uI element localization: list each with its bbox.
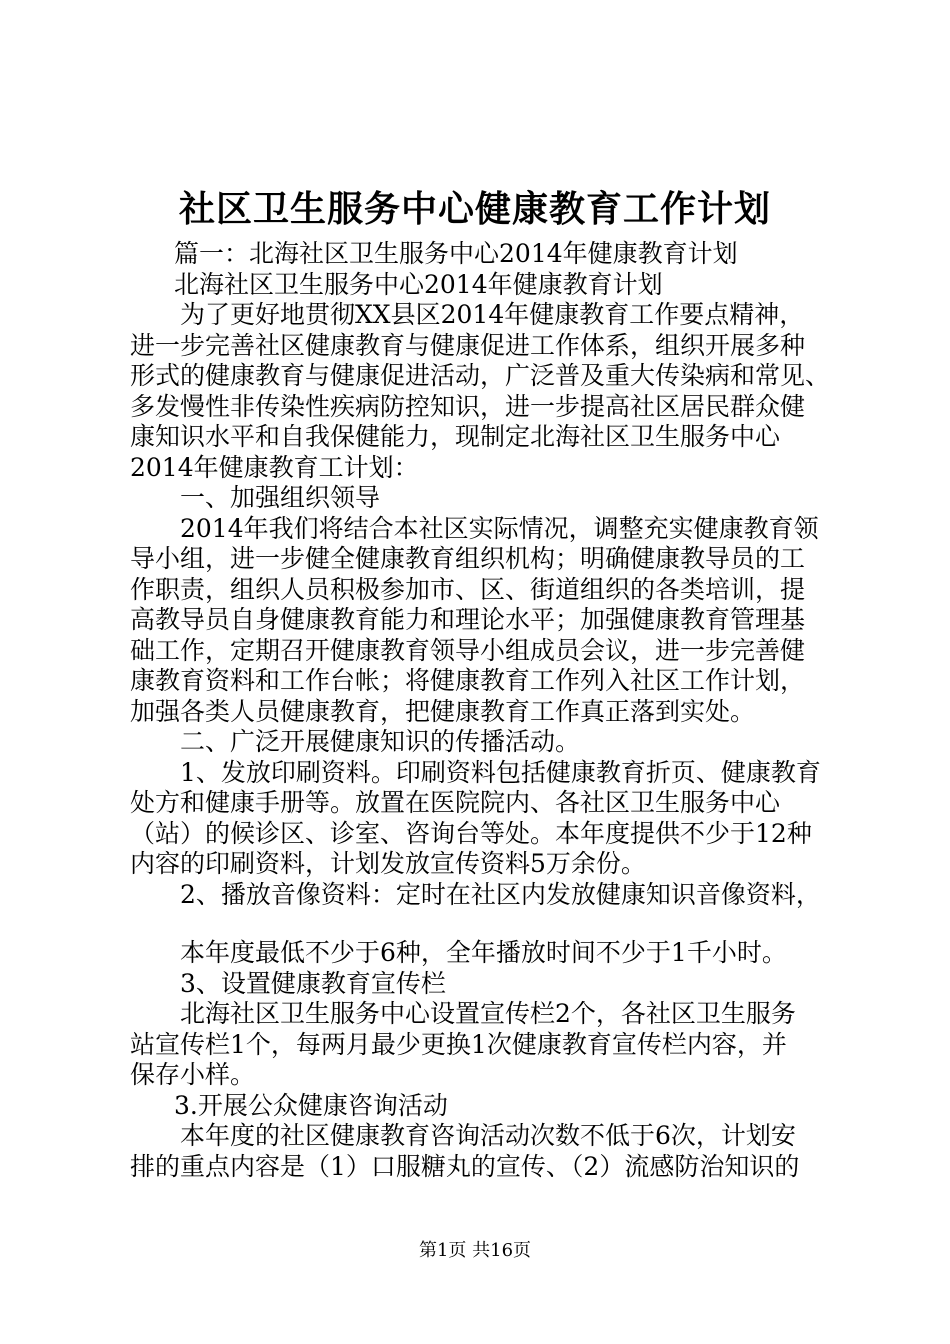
body-line-21: 内容的印刷资料，计划发放宣传资料5万余份。 — [130, 849, 646, 878]
body-line-20: （站）的候诊区、诊室、咨询台等处。本年度提供不少于12种 — [130, 819, 812, 848]
body-line-15: 康教育资料和工作台帐；将健康教育工作列入社区工作计划， — [130, 666, 806, 695]
sub-heading-4: 3.开展公众健康咨询活动 — [174, 1091, 448, 1120]
body-line-3: 为了更好地贯彻XX县区2014年健康教育工作要点精神， — [180, 300, 805, 329]
body-line-8: 2014年健康教育工计划： — [130, 453, 419, 482]
body-line-30: 排的重点内容是（1）口服糖丸的宣传、（2）流感防治知识的 — [130, 1152, 800, 1181]
body-line-25: 北海社区卫生服务中心设置宣传栏2个，各社区卫生服务 — [180, 999, 796, 1028]
section-heading-1: 一、加强组织领导 — [180, 483, 381, 512]
body-line-4: 进一步完善社区健康教育与健康促进工作体系，组织开展多种 — [130, 331, 806, 360]
body-line-13: 高教导员自身健康教育能力和理论水平；加强健康教育管理基 — [130, 605, 806, 634]
section-heading-2: 二、广泛开展健康知识的传播活动。 — [180, 727, 581, 756]
body-line-7: 康知识水平和自我保健能力，现制定北海社区卫生服务中心 — [130, 422, 781, 451]
body-line-26: 站宣传栏1个，每两月最少更换1次健康教育宣传栏内容，并 — [130, 1030, 787, 1059]
body-line-14: 础工作，定期召开健康教育领导小组成员会议，进一步完善健 — [130, 636, 806, 665]
body-line-11: 导小组，进一步健全健康教育组织机构；明确健康教导员的工 — [130, 544, 806, 573]
body-line-27: 保存小样。 — [130, 1060, 256, 1089]
body-line-22: 2、播放音像资料：定时在社区内发放健康知识音像资料， — [180, 880, 821, 909]
page-title: 社区卫生服务中心健康教育工作计划 — [178, 188, 771, 230]
body-line-10: 2014年我们将结合本社区实际情况，调整充实健康教育领 — [180, 514, 819, 543]
page-footer: 第1页 共16页 — [418, 1240, 532, 1261]
body-line-19: 处方和健康手册等。放置在医院院内、各社区卫生服务中心 — [130, 788, 781, 817]
body-line-1: 篇一：北海社区卫生服务中心2014年健康教育计划 — [174, 239, 738, 268]
sub-heading-3: 3、设置健康教育宣传栏 — [180, 969, 446, 998]
body-line-29: 本年度的社区健康教育咨询活动次数不低于6次，计划安 — [180, 1121, 796, 1150]
body-line-6: 多发慢性非传染性疾病防控知识，进一步提高社区居民群众健 — [130, 392, 806, 421]
body-line-16: 加强各类人员健康教育，把健康教育工作真正落到实处。 — [130, 697, 756, 726]
body-line-2: 北海社区卫生服务中心2014年健康教育计划 — [174, 270, 663, 299]
body-line-5: 形式的健康教育与健康促进活动，广泛普及重大传染病和常见、 — [130, 361, 830, 390]
body-line-18: 1、发放印刷资料。印刷资料包括健康教育折页、健康教育 — [180, 758, 821, 787]
body-line-12: 作职责，组织人员积极参加市、区、街道组织的各类培训，提 — [130, 575, 806, 604]
body-line-23: 本年度最低不少于6种，全年播放时间不少于1千小时。 — [180, 938, 787, 967]
